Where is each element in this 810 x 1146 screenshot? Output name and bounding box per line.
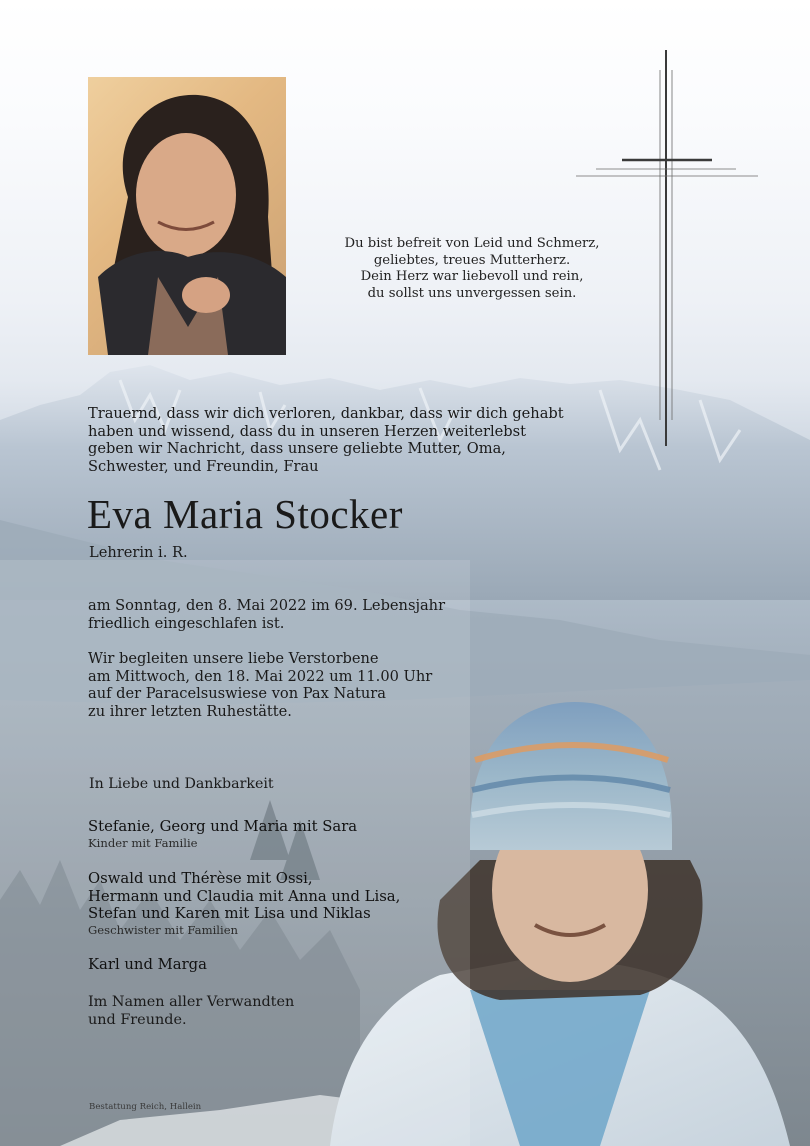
mourner-names: Karl und Marga [88, 956, 207, 973]
funeral-line: am Mittwoch, den 18. Mai 2022 um 11.00 Uhr [88, 667, 433, 685]
mourner-names: Stefan und Karen mit Lisa und Niklas [88, 905, 371, 923]
mourner-group-siblings [88, 870, 400, 937]
mourner-relation: Kinder mit Familie [88, 835, 198, 850]
mourner-group-children [88, 818, 357, 850]
funeral-line: zu ihrer letzten Ruhestätte. [88, 702, 292, 720]
funeral-line: auf der Paracelsuswiese von Pax Natura [88, 685, 386, 703]
poem-line: Du bist befreit von Leid und Schmerz, [344, 236, 600, 251]
death-notice [88, 597, 445, 632]
closing-line: und Freunde. [88, 1011, 187, 1028]
intro-line: geben wir Nachricht, dass unsere geliebte Mutter, Oma, [88, 440, 506, 458]
undertaker-credit: Bestattung Reich, Hallein [89, 1102, 202, 1112]
death-notice-line: am Sonntag, den 8. Mai 2022 im 69. Lebensjahr [88, 597, 446, 614]
mourner-names: Oswald und Thérèse mit Ossi, [88, 870, 313, 887]
closing-text [88, 994, 294, 1029]
mourner-relation: Geschwister mit Familien [88, 922, 239, 937]
poem-line: du sollst uns unvergessen sein. [367, 285, 577, 301]
death-notice-line: friedlich eingeschlafen ist. [88, 614, 285, 632]
deceased-profession: Lehrerin i. R. [89, 544, 188, 561]
funeral-info [88, 650, 432, 720]
mourner-names: Stefanie, Georg und Maria mit Sara [88, 818, 358, 835]
poem-verse [330, 236, 614, 302]
funeral-line: Wir begleiten unsere liebe Verstorbene [88, 650, 379, 667]
intro-line: Schwester, und Freundin, Frau [88, 457, 319, 475]
poem-line: geliebtes, treues Mutterherz. [373, 252, 571, 268]
intro-line: haben und wissend, dass du in unseren Herzen weiterlebst [88, 422, 526, 440]
closing-line: Im Namen aller Verwandten [88, 994, 295, 1010]
deceased-name: Eva Maria Stocker [87, 491, 403, 537]
intro-text [88, 405, 588, 475]
intro-line: Trauernd, dass wir dich verloren, dankbar, dass wir dich gehabt [88, 405, 564, 422]
mourners-label: In Liebe und Dankbarkeit [89, 776, 274, 792]
mourner-group-other [88, 956, 207, 974]
poem-line: Dein Herz war liebevoll und rein, [360, 269, 584, 284]
portrait-photo [88, 77, 286, 355]
mourner-names: Hermann und Claudia mit Anna und Lisa, [88, 887, 401, 905]
